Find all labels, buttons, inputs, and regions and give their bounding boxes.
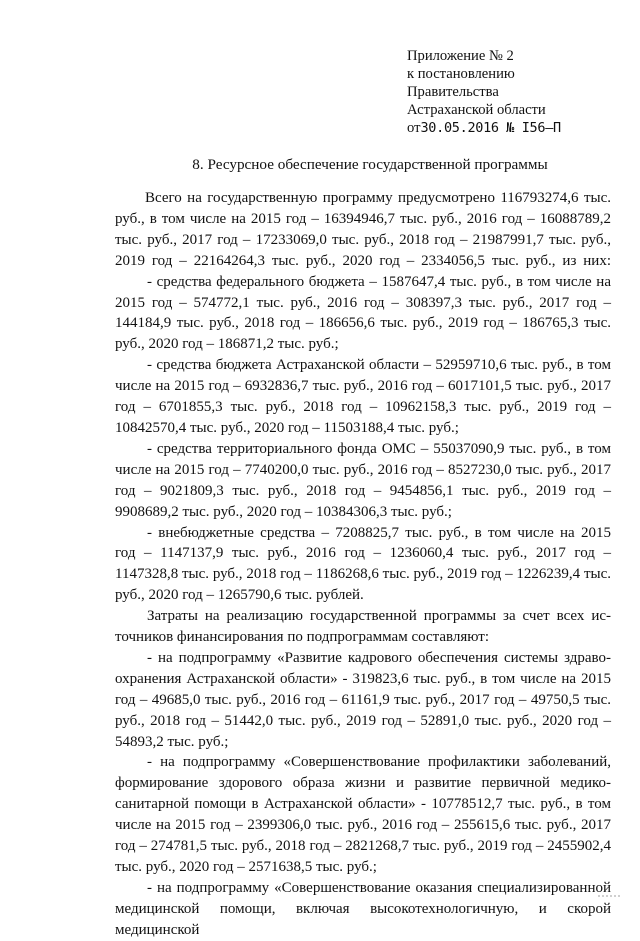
text-line: год – 6701855,3 тыс. руб., 2018 год – 10962158,3 тыс. руб., 2019 год – [115,399,611,416]
text-line: руб., в том числе на 2015 год – 16394946,7 тыс. руб., 2016 год – 16088789,2 [115,210,611,227]
text-line: охранения Астраханской области» - 319823,6 тыс. руб., в том числе на 2015 [115,670,611,687]
text-line: год – 1147137,9 тыс. руб., 2016 год – 1236060,4 тыс. руб., 2017 год – [115,545,611,562]
text-line: 1147328,8 тыс. руб., 2018 год – 1186268,6 тыс. руб., 2019 год – 1226239,4 тыс. [115,566,611,583]
text-line: - внебюджетные средства – 7208825,7 тыс. руб., в том числе на 2015 [147,524,611,541]
text-line: 9908689,2 тыс. руб., 2020 год – 10384306,3 тыс. руб.; [115,503,452,520]
text-line: руб., 2018 год – 51442,0 тыс. руб., 2019 год – 52891,0 тыс. руб., 2020 год – [115,712,611,729]
text-line: точников финансирования по подпрограммам составляют: [115,629,490,646]
text-line: формирование здорового образа жизни и развитие первичной медико- [115,775,611,792]
text-line: 144184,9 тыс. руб., 2018 год – 186656,6 тыс. руб., 2019 год – 186765,3 тыс. [115,315,611,332]
text-line: - средства территориального фонда ОМС – 55037090,9 тыс. руб., в том [147,440,611,457]
text-line: числе на 2015 год – 7740200,0 тыс. руб., 2016 год – 8527230,0 тыс. руб., 2017 [115,461,611,478]
text-line: тыс. руб., 2020 год – 2571638,5 тыс. руб.; [115,859,377,875]
text-line: год – 274781,5 тыс. руб., 2018 год – 2821268,7 тыс. руб., 2019 год – 2455902,4 [115,838,611,855]
annex-number: № I56–П [506,120,561,136]
annex-date: 30.05.2016 [420,120,499,136]
annex-header [407,47,561,137]
annex-line: Приложение № 2 [407,48,514,64]
text-line: год – 9021809,3 тыс. руб., 2018 год – 9454856,1 тыс. руб., 2019 год – [115,482,611,499]
text-line: тыс. руб., 2017 год – 17233069,0 тыс. руб., 2018 год – 21987991,7 тыс. руб., [115,231,611,248]
text-line: Всего на государственную программу предусмотрено 116793274,6 тыс. [145,190,611,206]
text-line: год – 49685,0 тыс. руб., 2016 год – 61161,9 тыс. руб., 2017 год – 49750,5 тыс. [115,691,611,708]
text-line: руб., 2020 год – 186871,2 тыс. руб.; [115,336,339,353]
annex-date-line [407,119,561,137]
text-line: числе на 2015 год – 6932836,7 тыс. руб., 2016 год – 6017101,5 тыс. руб., 2017 [115,378,611,395]
text-line: - средства федерального бюджета – 1587647,4 тыс. руб., в том числе на [147,273,611,290]
text-line: - на подпрограмму «Развитие кадрового обеспечения системы здраво- [147,649,611,666]
text-line: руб., 2020 год – 1265790,6 тыс. рублей. [115,587,364,604]
text-line: - на подпрограмму «Совершенствование профилактики заболеваний, [147,754,611,771]
text-line: санитарной помощи в Астраханской области» - 10778512,7 тыс. руб., в том [115,796,611,813]
annex-line: Правительства [407,84,499,100]
text-line: - на подпрограмму «Совершенствование оказания специализированной [147,879,611,896]
text-line: - средства бюджета Астраханской области – 52959710,6 тыс. руб., в том [147,357,611,374]
annex-date-prefix: от [407,120,421,136]
annex-line: к постановлению [407,66,515,82]
text-line: медицинской помощи, включая высокотехнологичную, и скорой медицинской [115,900,611,938]
text-line: 54893,2 тыс. руб.; [115,733,229,750]
text-line: 2015 год – 574772,1 тыс. руб., 2016 год – 308397,3 тыс. руб., 2017 год – [115,294,611,311]
text-line: числе на 2015 год – 2399306,0 тыс. руб., 2016 год – 255615,6 тыс. руб., 2017 [115,817,611,834]
text-line: Затраты на реализацию государственной программы за счет всех ис- [147,608,611,625]
text-line: 10842570,4 тыс. руб., 2020 год – 11503188,4 тыс. руб.; [115,419,459,436]
section-title: 8. Ресурсное обеспечение государственной программы [192,156,548,173]
text-line: 2019 год – 22164264,3 тыс. руб., 2020 год – 2334056,5 тыс. руб., из них: [115,252,611,269]
document-body [115,188,611,941]
annex-line: Астраханской области [407,102,546,118]
scan-artifact [598,895,620,899]
